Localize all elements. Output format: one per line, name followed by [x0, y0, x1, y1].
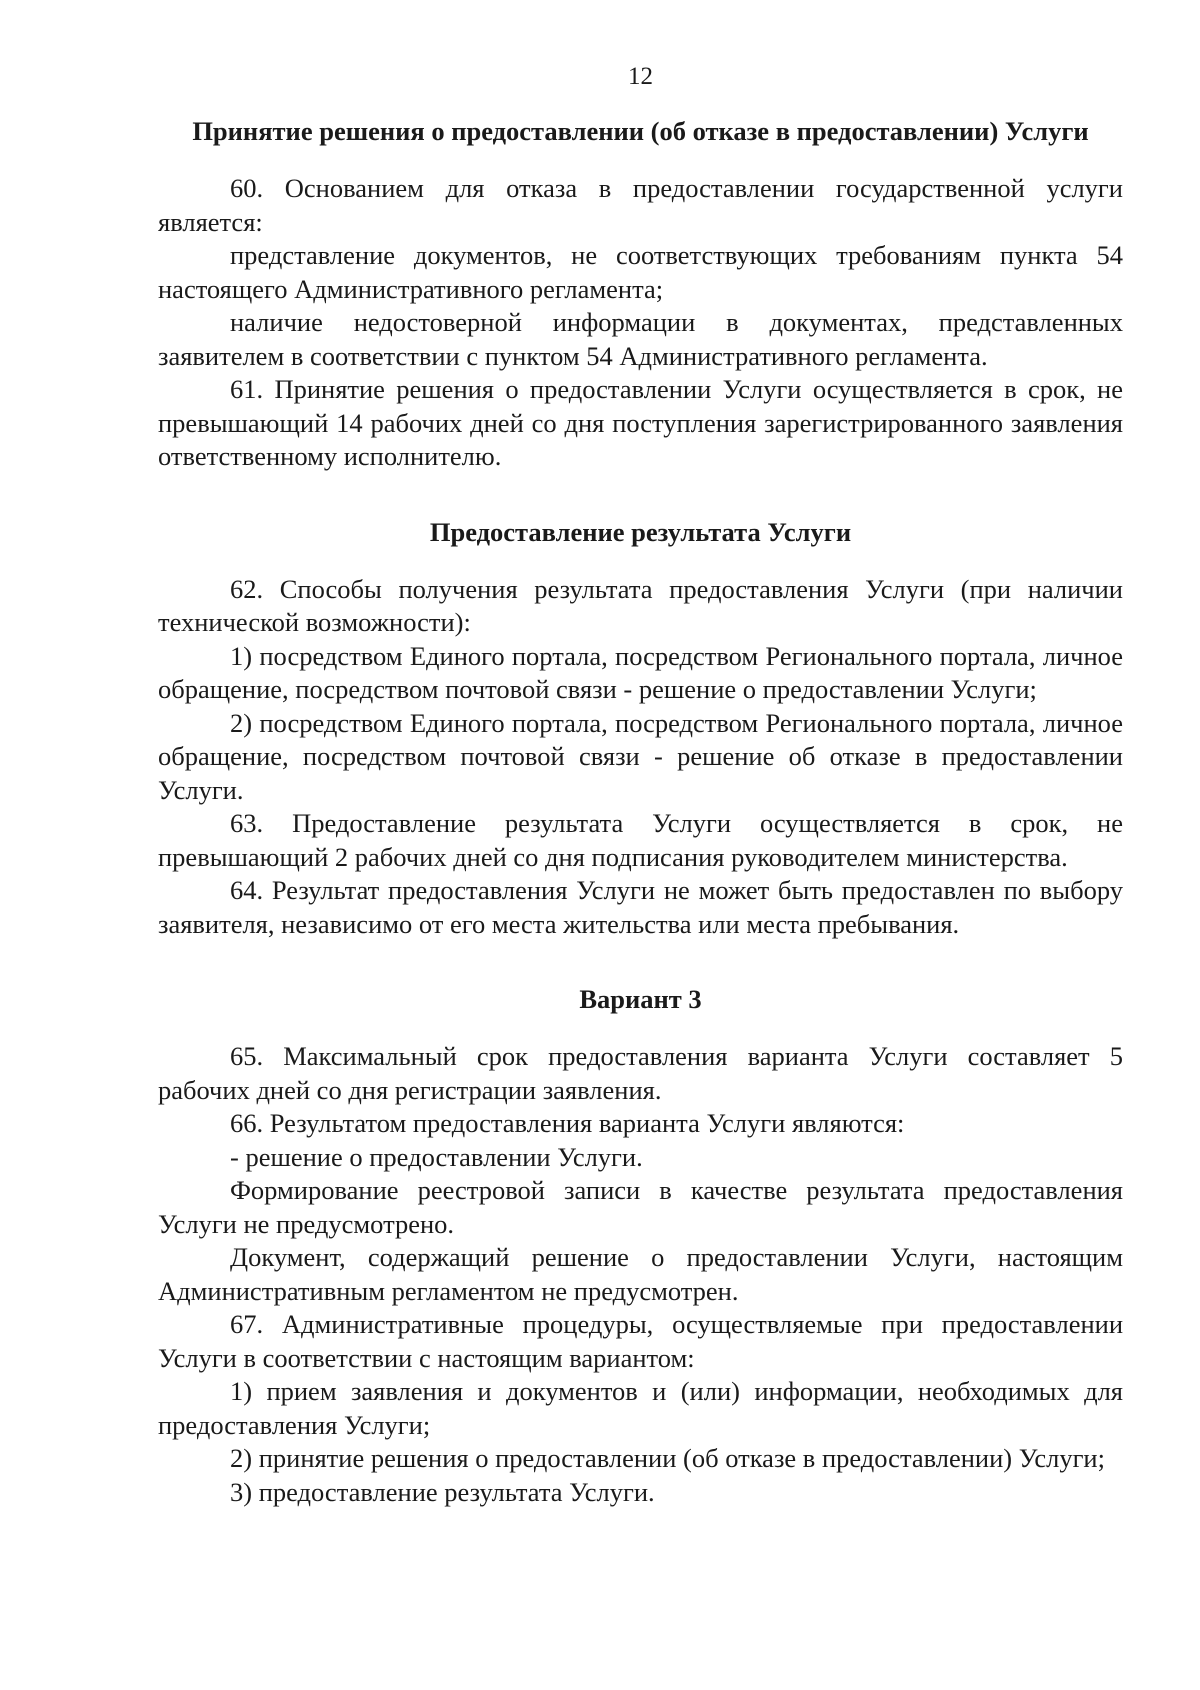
- paragraph: 64. Результат предоставления Услуги не может быть предоставлен по выбору заявителя, независимо от его места жительства или места пребывания.: [158, 875, 1123, 939]
- paragraph: представление документов, не соответствующих требованиям пункта 54 настоящего Административного регламента;: [158, 240, 1123, 304]
- paragraph: 2) посредством Единого портала, посредством Регионального портала, личное обращение, посредством почтовой связи - решение об отказе в предоставлении Услуги.: [158, 707, 1123, 805]
- paragraph: 65. Максимальный срок предоставления варианта Услуги составляет 5 рабочих дней со дня регистрации заявления.: [158, 1041, 1123, 1105]
- section-heading: Принятие решения о предоставлении (об отказе в предоставлении) Услуги: [192, 116, 1089, 146]
- section-variant-3: [158, 982, 1123, 1509]
- paragraph: наличие недостоверной информации в документах, представленных заявителем в соответствии с пунктом 54 Административного регламента.: [158, 307, 1123, 371]
- paragraph: - решение о предоставлении Услуги.: [230, 1141, 643, 1172]
- paragraph: 2) принятие решения о предоставлении (об отказе в предоставлении) Услуги;: [230, 1443, 1105, 1473]
- paragraph: 60. Основанием для отказа в предоставлении государственной услуги является:: [158, 173, 1123, 237]
- page-number: 12: [628, 63, 653, 90]
- section-heading: Вариант 3: [579, 984, 702, 1014]
- paragraph: 1) прием заявления и документов и (или) информации, необходимых для предоставления Услуги;: [158, 1376, 1123, 1440]
- paragraph: 3) предоставление результата Услуги.: [230, 1476, 655, 1507]
- paragraph: 66. Результатом предоставления варианта Услуги являются:: [230, 1108, 905, 1138]
- paragraph: 67. Административные процедуры, осуществляемые при предоставлении Услуги в соответствии с настоящим вариантом:: [158, 1309, 1123, 1373]
- paragraph: 61. Принятие решения о предоставлении Услуги осуществляется в срок, не превышающий 14 рабочих дней со дня поступления зарегистрированного заявления ответственному исполнителю.: [158, 374, 1123, 471]
- paragraph: 1) посредством Единого портала, посредством Регионального портала, личное обращение, посредством почтовой связи - решение о предоставлении Услуги;: [158, 640, 1123, 704]
- paragraph: 63. Предоставление результата Услуги осуществляется в срок, не превышающий 2 рабочих дней со дня подписания руководителем министерства.: [158, 808, 1123, 872]
- section-heading: Предоставление результата Услуги: [429, 516, 852, 547]
- paragraph: 62. Способы получения результата предоставления Услуги (при наличии технической возможности):: [158, 573, 1123, 637]
- paragraph: Формирование реестровой записи в качестве результата предоставления Услуги не предусмотрено.: [158, 1175, 1123, 1239]
- section-result: [158, 515, 1123, 942]
- document-page: [158, 62, 1123, 1509]
- section-decision: [158, 114, 1123, 474]
- paragraph: Документ, содержащий решение о предоставлении Услуги, настоящим Административным регламентом не предусмотрен.: [158, 1242, 1123, 1306]
